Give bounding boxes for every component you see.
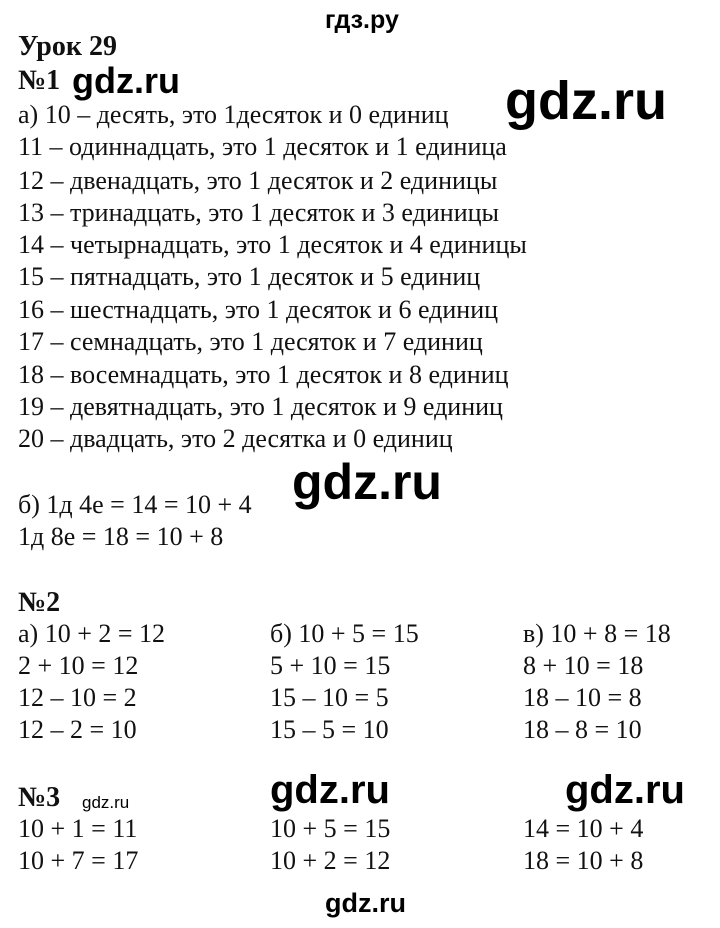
exercise-3-equation: 14 = 10 + 4 <box>523 814 644 843</box>
exercise-3-heading: №3 <box>18 782 61 813</box>
watermark: gdz.ru <box>292 454 442 510</box>
watermark: гдз.ру <box>325 6 399 34</box>
exercise-2-equation: 15 – 5 = 10 <box>270 715 389 744</box>
watermark: gdz.ru <box>72 60 180 101</box>
watermark: gdz.ru <box>82 793 130 812</box>
exercise-1-line: 14 – четырнадцать, это 1 десяток и 4 единицы <box>18 230 527 259</box>
exercise-1-line: 13 – тринадцать, это 1 десяток и 3 единицы <box>18 198 499 227</box>
exercise-2-equation: 5 + 10 = 15 <box>270 651 391 680</box>
watermark: gdz.ru <box>565 768 685 812</box>
exercise-2-equation: 2 + 10 = 12 <box>18 651 139 680</box>
exercise-2-equation: 18 – 8 = 10 <box>523 715 642 744</box>
watermark: gdz.ru <box>325 888 406 918</box>
exercise-1-line: 16 – шестнадцать, это 1 десяток и 6 единиц <box>18 295 499 324</box>
exercise-2-equation: 12 – 2 = 10 <box>18 715 137 744</box>
exercise-2-equation: 18 – 10 = 8 <box>523 683 642 712</box>
exercise-3-equation: 10 + 1 = 11 <box>18 814 138 843</box>
exercise-1-line: 20 – двадцать, это 2 десятка и 0 единиц <box>18 424 453 453</box>
exercise-1b-line: 1д 8е = 18 = 10 + 8 <box>18 522 224 551</box>
exercise-1-line: 19 – девятнадцать, это 1 десяток и 9 единиц <box>18 392 503 421</box>
watermark: gdz.ru <box>270 768 390 812</box>
exercise-2-equation: в) 10 + 8 = 18 <box>523 619 671 648</box>
exercise-2-equation: 8 + 10 = 18 <box>523 651 644 680</box>
exercise-3-equation: 10 + 2 = 12 <box>270 846 391 875</box>
exercise-1-line: а) 10 – десять, это 1десяток и 0 единиц <box>18 100 449 129</box>
exercise-2-equation: б) 10 + 5 = 15 <box>270 619 419 648</box>
exercise-3-equation: 10 + 5 = 15 <box>270 814 391 843</box>
exercise-2-heading: №2 <box>18 587 61 618</box>
watermark: gdz.ru <box>505 71 667 131</box>
exercise-1-line: 18 – восемнадцать, это 1 десяток и 8 единиц <box>18 360 509 389</box>
exercise-2-equation: а) 10 + 2 = 12 <box>18 619 166 648</box>
exercise-3-equation: 18 = 10 + 8 <box>523 846 644 875</box>
lesson-title: Урок 29 <box>18 31 117 62</box>
exercise-1-line: 15 – пятнадцать, это 1 десяток и 5 единиц <box>18 262 481 291</box>
exercise-2-equation: 12 – 10 = 2 <box>18 683 137 712</box>
exercise-1-line: 17 – семнадцать, это 1 десяток и 7 единиц <box>18 327 483 356</box>
exercise-1-line: 12 – двенадцать, это 1 десяток и 2 единицы <box>18 166 498 195</box>
exercise-1-line: 11 – одиннадцать, это 1 десяток и 1 единица <box>18 132 507 161</box>
exercise-1b-line: б) 1д 4е = 14 = 10 + 4 <box>18 490 252 519</box>
exercise-1-heading: №1 <box>18 65 61 96</box>
exercise-2-equation: 15 – 10 = 5 <box>270 683 389 712</box>
exercise-3-equation: 10 + 7 = 17 <box>18 846 139 875</box>
